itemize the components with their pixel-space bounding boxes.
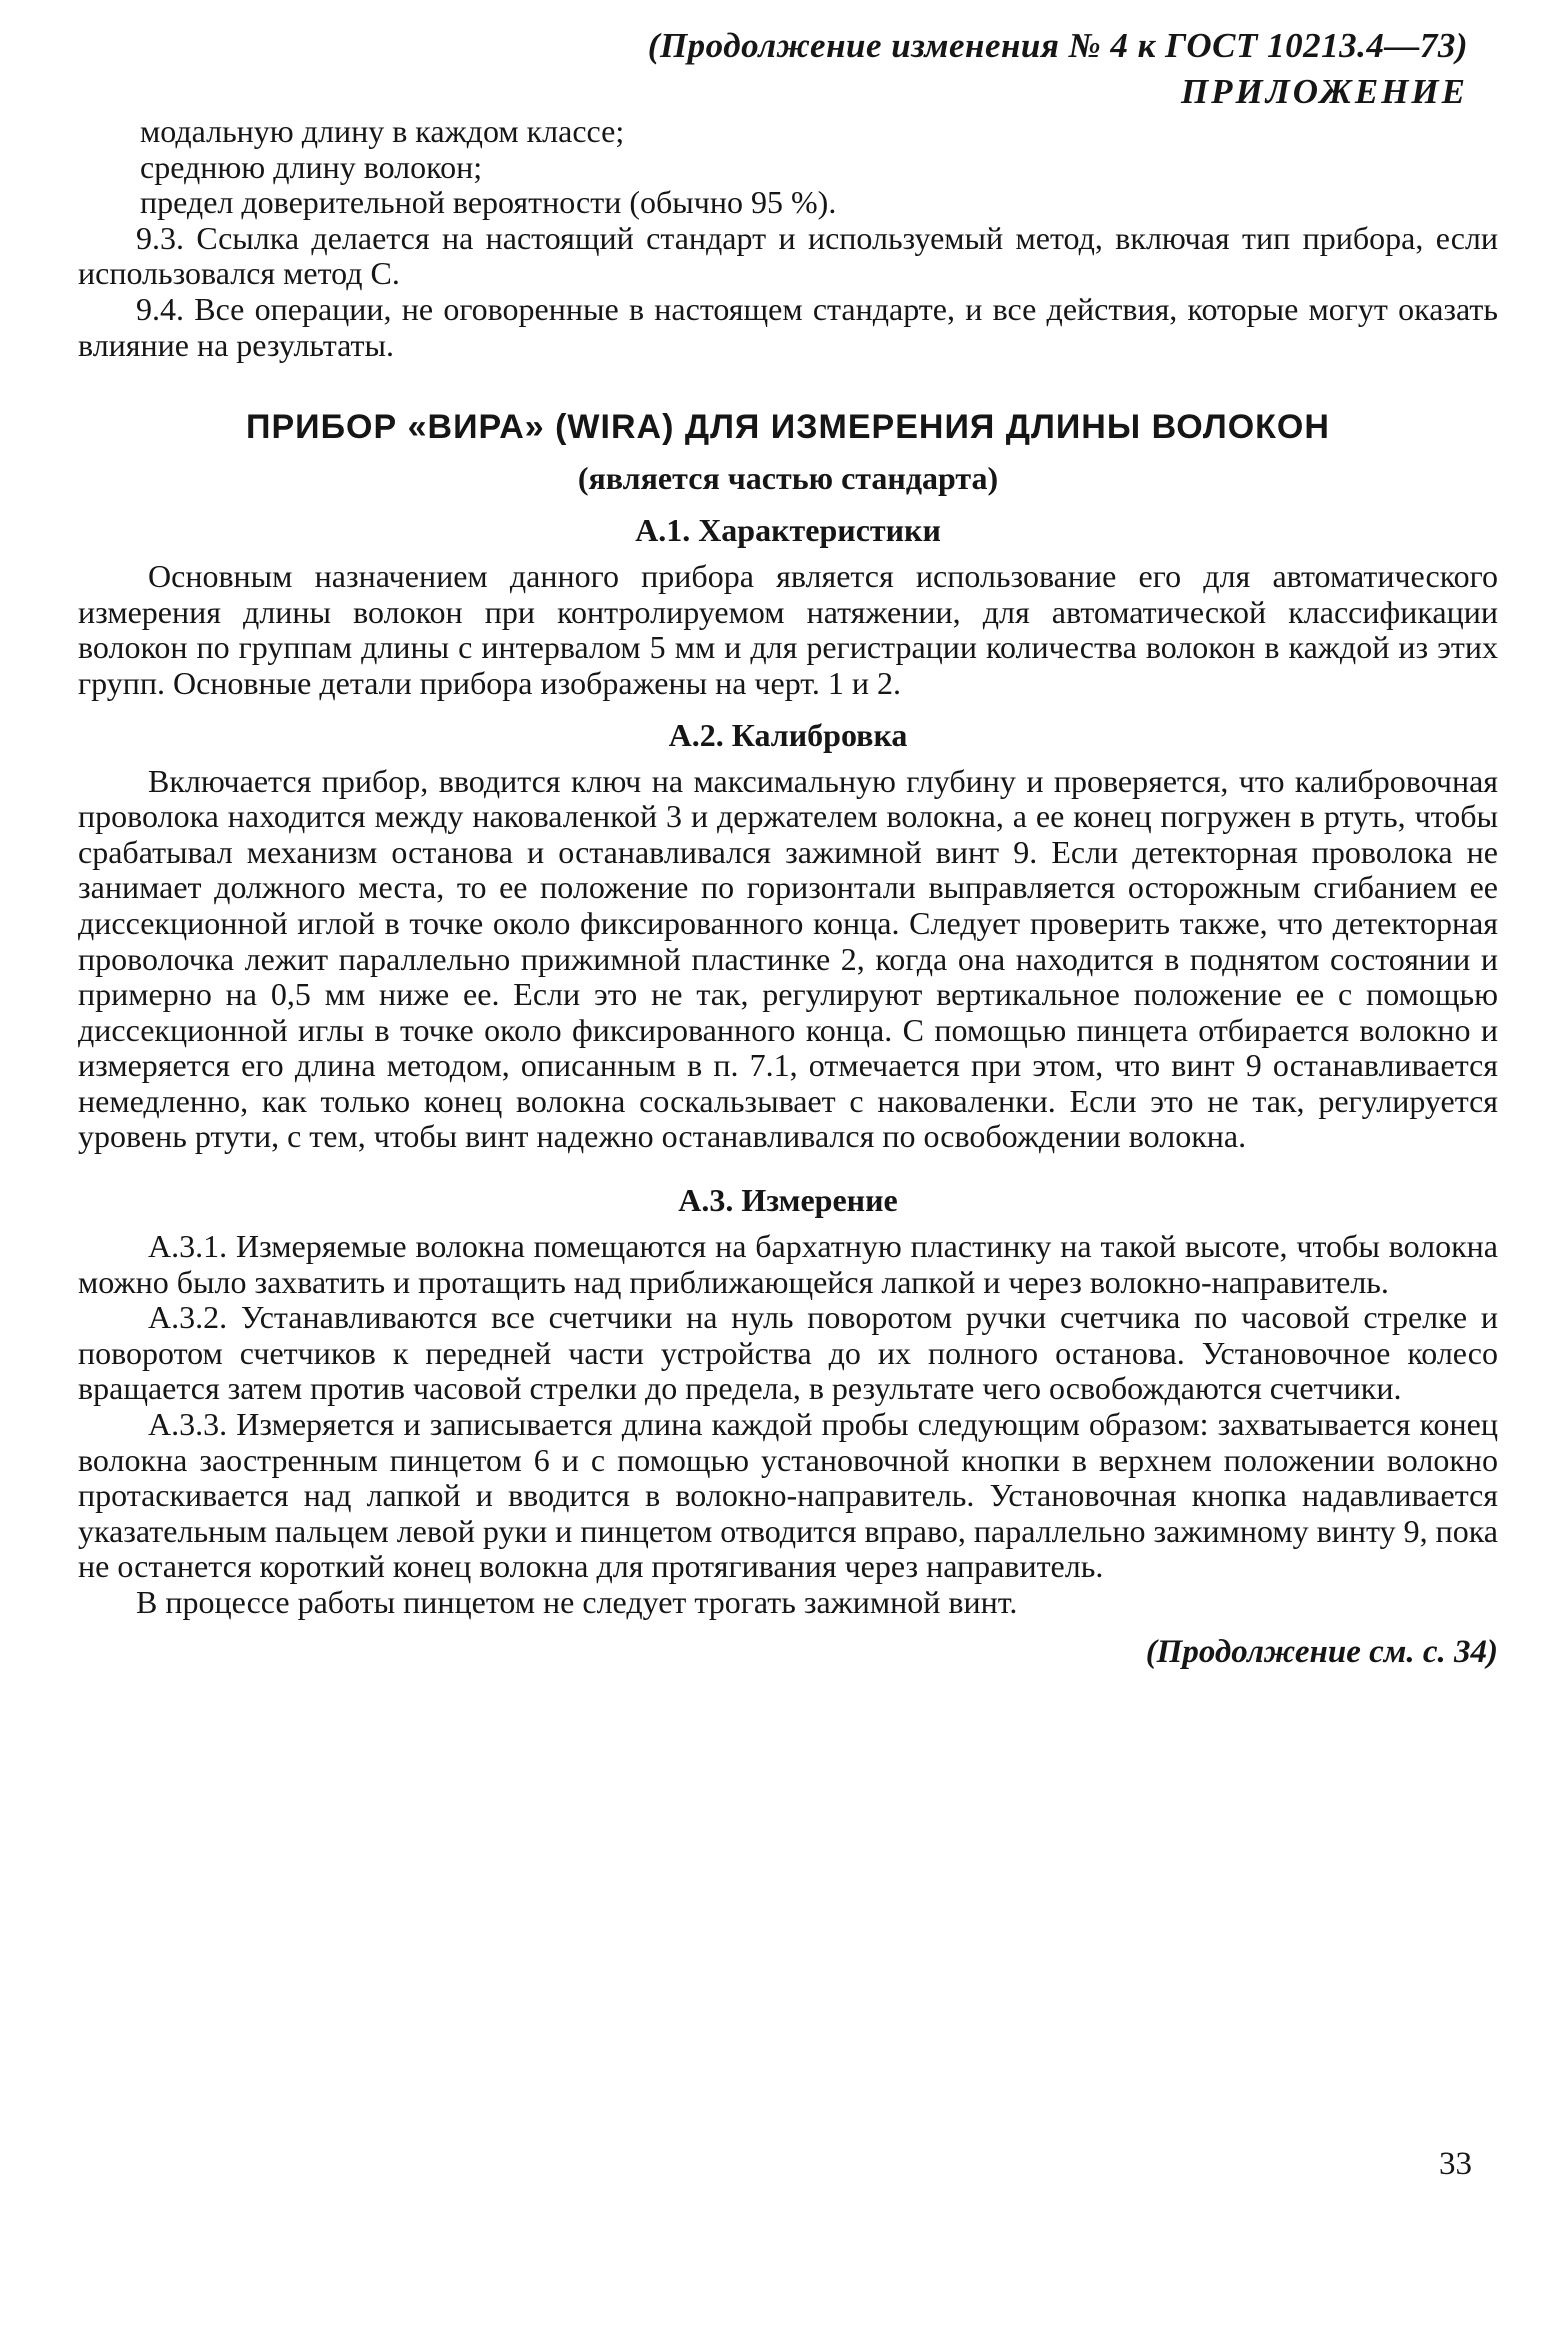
section-a1-text: Основным назначением данного прибора является использование его для автоматического измерения длины волокон при контролируемом натяжении, для автоматической классификации волокон по группам длины с интервалом 5 мм и для регистрации количества волокон в каждой из этих групп. Основные детали прибора изображены на черт. 1 и 2. — [78, 558, 1498, 701]
appendix-subtitle: (является частью стандарта) — [577, 460, 999, 497]
section-a3-1: А.3.1. Измеряемые волокна помещаются на бархатную пластинку на такой высоте, чтобы волокна можно было захватить и протащить над приближающейся лапкой и через волокно-направитель. — [78, 1228, 1498, 1300]
continuation-note: (Продолжение см. с. 34) — [1145, 1633, 1498, 1670]
intro-line-3: предел доверительной вероятности (обычно 95 %). — [140, 184, 837, 221]
paragraph-9-3: 9.3. Ссылка делается на настоящий стандарт и используемый метод, включая тип прибора, если использовался метод С. — [78, 219, 1498, 292]
section-a3-2: А.3.2. Устанавливаются все счетчики на нуль поворотом ручки счетчика по часовой стрелке и поворотом счетчиков к передней части устройства до их полного останова. Установочное колесо вращается затем против часовой стрелки до предела, в результате чего освобождаются счетчики. — [78, 1299, 1498, 1407]
section-a3-heading: А.3. Измерение — [678, 1182, 898, 1219]
continuation-header: (Продолжение изменения № 4 к ГОСТ 10213.4—73) — [647, 26, 1468, 65]
page-number: 33 — [1439, 2146, 1472, 2182]
paragraph-9-4: 9.4. Все операции, не оговоренные в настоящем стандарте, и все действия, которые могут оказать влияние на результаты. — [78, 290, 1498, 363]
section-a1-heading: А.1. Характеристики — [635, 512, 941, 549]
appendix-label: ПРИЛОЖЕНИЕ — [1180, 72, 1468, 111]
section-a2-text: Включается прибор, вводится ключ на максимальную глубину и проверяется, что калибровочная проволока находится между наковаленкой 3 и держателем волокна, а ее конец погружен в ртуть, чтобы срабатывал механизм останова и останавливался зажимной винт 9. Если детекторная проволока не занимает должного места, то ее положение по горизонтали выправляется осторожным сгибанием ее диссекционной иглой в точке около фиксированного конца. Следует проверить также, что детекторная проволочка лежит параллельно прижимной пластинке 2, когда она находится в поднятом состоянии и примерно на 0,5 мм ниже ее. Если это не так, регулируют вертикальное положение ее с помощью диссекционной иглы в точке около фиксированного конца. С помощью пинцета отбирается волокно и измеряется его длина методом, описанным в п. 7.1, отмечается при этом, что винт 9 останавливается немедленно, как только конец волокна соскальзывает с наковаленки. Если это не так, регулируется уровень ртути, с тем, чтобы винт надежно останавливался по освобождении волокна. — [78, 762, 1498, 1155]
section-a2-heading: А.2. Калибровка — [668, 716, 908, 753]
section-a3-3: А.3.3. Измеряется и записывается длина каждой пробы следующим образом: захватывается конец волокна заостренным пинцетом 6 и с помощью установочной кнопки в верхнем положении волокно протаскивается над лапкой и вводится в волокно-направитель. Установочная кнопка надавливается указательным пальцем левой руки и пинцетом отводится вправо, параллельно зажимному винту 9, пока не останется короткий конец волокна для протягивания через направитель. — [78, 1406, 1498, 1585]
document-body — [78, 114, 1498, 1670]
intro-line-1: модальную длину в каждом классе; — [140, 113, 625, 149]
intro-line-2: среднюю длину волокон; — [140, 148, 483, 185]
appendix-title: ПРИБОР «ВИРА» (WIRA) ДЛЯ ИЗМЕРЕНИЯ ДЛИНЫ ВОЛОКОН — [246, 408, 1330, 447]
section-a3-4: В процессе работы пинцетом не следует трогать зажимной винт. — [136, 1584, 1018, 1620]
